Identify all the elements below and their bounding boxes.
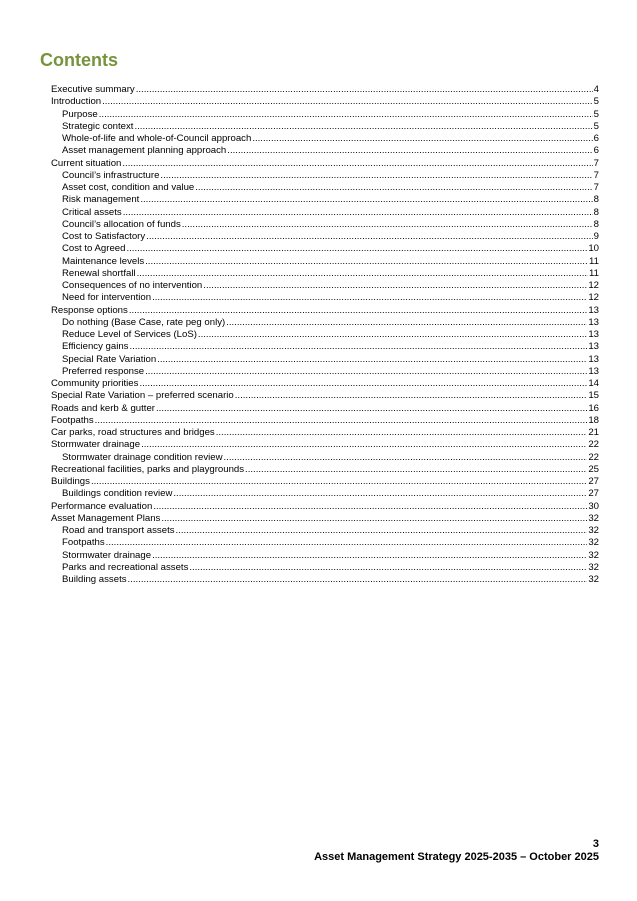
toc-entry[interactable] xyxy=(51,366,599,378)
toc-entry-title: Purpose xyxy=(62,108,98,120)
toc-entry[interactable] xyxy=(51,243,599,255)
toc-entry-title: Council’s allocation of funds xyxy=(62,218,181,230)
toc-entry[interactable] xyxy=(51,550,599,562)
toc-entry-page: 13 xyxy=(588,353,599,365)
toc-entry-title: Building assets xyxy=(62,574,127,585)
toc-entry[interactable] xyxy=(51,268,599,280)
toc-entry-page: 9 xyxy=(593,231,599,242)
toc-entry[interactable] xyxy=(51,525,599,537)
toc-entry-page: 13 xyxy=(588,341,599,353)
toc-dot-leader xyxy=(152,292,587,304)
toc-entry[interactable] xyxy=(51,280,599,292)
toc-dot-leader xyxy=(157,354,587,366)
toc-entry[interactable] xyxy=(51,84,599,96)
toc-dot-leader xyxy=(226,317,587,329)
toc-dot-leader xyxy=(224,452,588,464)
toc-entry[interactable] xyxy=(51,452,599,464)
document-title: Asset Management Strategy 2025-2035 – October 2025 xyxy=(314,851,599,863)
toc-entry-title: Cost to Agreed xyxy=(62,243,126,255)
toc-dot-leader xyxy=(126,243,587,255)
toc-entry-page: 13 xyxy=(588,365,599,377)
toc-dot-leader xyxy=(176,525,588,537)
toc-dot-leader xyxy=(153,501,587,513)
toc-dot-leader xyxy=(145,256,588,268)
toc-dot-leader xyxy=(203,280,587,292)
toc-dot-leader xyxy=(152,550,587,562)
toc-dot-leader xyxy=(227,145,592,157)
toc-dot-leader xyxy=(145,366,587,378)
toc-dot-leader xyxy=(156,403,587,415)
toc-entry[interactable] xyxy=(51,427,599,439)
toc-entry-page: 12 xyxy=(588,292,599,304)
toc-entry[interactable] xyxy=(51,513,599,525)
toc-entry-title: Buildings xyxy=(51,476,90,487)
toc-entry-page: 5 xyxy=(593,108,599,120)
toc-entry-page: 8 xyxy=(593,194,599,206)
toc-dot-leader xyxy=(216,427,588,439)
toc-dot-leader xyxy=(129,341,587,353)
toc-dot-leader xyxy=(99,109,593,121)
toc-entry[interactable] xyxy=(51,182,599,194)
toc-entry-page: 14 xyxy=(588,378,599,389)
toc-entry-title: Current situation xyxy=(51,157,122,169)
toc-entry-page: 7 xyxy=(593,157,599,169)
toc-dot-leader xyxy=(91,476,587,488)
toc-entry-page: 7 xyxy=(593,169,599,181)
toc-entry[interactable] xyxy=(51,121,599,133)
toc-entry-page: 11 xyxy=(589,255,599,267)
toc-dot-leader xyxy=(141,439,587,451)
toc-entry-title: Need for intervention xyxy=(62,292,152,304)
toc-dot-leader xyxy=(128,574,588,586)
toc-entry[interactable] xyxy=(51,96,599,108)
toc-entry-page: 32 xyxy=(588,549,599,561)
toc-dot-leader xyxy=(146,231,592,243)
toc-entry[interactable] xyxy=(51,109,599,121)
toc-entry-title: Car parks, road structures and bridges xyxy=(51,427,215,438)
toc-entry-title: Critical assets xyxy=(62,206,122,218)
toc-entry[interactable] xyxy=(51,207,599,219)
toc-entry-title: Reduce Level of Services (LoS) xyxy=(62,329,197,340)
table-of-contents xyxy=(51,84,599,586)
toc-entry-title: Stormwater drainage xyxy=(51,439,141,451)
toc-entry-title: Community priorities xyxy=(51,378,139,389)
toc-dot-leader xyxy=(140,194,592,206)
toc-entry-title: Parks and recreational assets xyxy=(62,561,189,573)
toc-entry[interactable] xyxy=(51,562,599,574)
toc-entry-page: 8 xyxy=(593,206,599,218)
toc-entry-page: 32 xyxy=(588,574,599,585)
toc-dot-leader xyxy=(173,488,587,500)
toc-dot-leader xyxy=(198,329,587,341)
toc-entry-title: Stormwater drainage xyxy=(62,549,152,561)
toc-entry-page: 32 xyxy=(588,537,599,549)
toc-dot-leader xyxy=(106,537,588,549)
toc-entry-page: 8 xyxy=(593,218,599,230)
toc-entry-title: Whole-of-life and whole-of-Council approach xyxy=(62,133,252,144)
toc-entry-title: Preferred response xyxy=(62,365,145,377)
toc-entry-title: Stormwater drainage condition review xyxy=(62,451,223,463)
toc-entry[interactable] xyxy=(51,476,599,488)
toc-entry-title: Special Rate Variation – preferred scenario xyxy=(51,390,234,402)
page-footer xyxy=(314,838,599,864)
toc-entry-title: Executive summary xyxy=(51,84,135,95)
toc-entry-title: Strategic context xyxy=(62,120,134,132)
toc-dot-leader xyxy=(195,182,592,194)
toc-entry-title: Asset cost, condition and value xyxy=(62,182,195,193)
toc-entry-title: Risk management xyxy=(62,194,140,206)
toc-entry-page: 16 xyxy=(588,402,599,414)
toc-entry-title: Cost to Satisfactory xyxy=(62,231,146,242)
toc-entry[interactable] xyxy=(51,574,599,586)
toc-entry-page: 4 xyxy=(593,84,599,95)
toc-entry-page: 10 xyxy=(588,243,599,255)
toc-entry-page: 5 xyxy=(593,120,599,132)
toc-entry[interactable] xyxy=(51,464,599,476)
toc-entry[interactable] xyxy=(51,439,599,451)
toc-entry-page: 15 xyxy=(588,390,599,402)
toc-entry[interactable] xyxy=(51,256,599,268)
toc-entry[interactable] xyxy=(51,390,599,402)
toc-entry[interactable] xyxy=(51,158,599,170)
toc-entry[interactable] xyxy=(51,378,599,390)
contents-heading: Contents xyxy=(40,50,118,70)
toc-entry[interactable] xyxy=(51,488,599,500)
toc-entry[interactable] xyxy=(51,317,599,329)
toc-entry-title: Roads and kerb & gutter xyxy=(51,402,155,414)
toc-entry-title: Consequences of no intervention xyxy=(62,280,203,291)
toc-entry-page: 22 xyxy=(588,439,599,451)
toc-entry[interactable] xyxy=(51,341,599,353)
toc-entry-page: 7 xyxy=(593,182,599,193)
toc-entry[interactable] xyxy=(51,354,599,366)
toc-entry[interactable] xyxy=(51,170,599,182)
toc-entry-title: Footpaths xyxy=(51,414,94,426)
toc-entry-title: Recreational facilities, parks and playgrounds xyxy=(51,463,245,475)
toc-dot-leader xyxy=(134,121,592,133)
toc-entry-title: Renewal shortfall xyxy=(62,267,136,279)
toc-dot-leader xyxy=(95,415,588,427)
toc-entry-page: 32 xyxy=(588,525,599,536)
toc-entry[interactable] xyxy=(51,415,599,427)
toc-dot-leader xyxy=(129,305,588,317)
toc-entry-title: Do nothing (Base Case, rate peg only) xyxy=(62,316,226,328)
toc-entry-page: 27 xyxy=(588,476,599,487)
toc-entry-title: Council’s infrastructure xyxy=(62,169,160,181)
toc-entry[interactable] xyxy=(51,194,599,206)
toc-entry[interactable] xyxy=(51,501,599,513)
toc-dot-leader xyxy=(245,464,587,476)
toc-entry-title: Asset management planning approach xyxy=(62,145,227,157)
toc-entry-title: Performance evaluation xyxy=(51,500,153,512)
toc-dot-leader xyxy=(122,158,592,170)
toc-entry[interactable] xyxy=(51,219,599,231)
toc-dot-leader xyxy=(235,390,588,402)
toc-entry[interactable] xyxy=(51,537,599,549)
toc-dot-leader xyxy=(102,96,593,108)
toc-entry-title: Response options xyxy=(51,304,128,316)
toc-entry-page: 6 xyxy=(593,145,599,157)
toc-entry-page: 25 xyxy=(588,463,599,475)
toc-entry-page: 5 xyxy=(593,96,599,108)
toc-entry-title: Introduction xyxy=(51,96,102,108)
toc-entry-title: Footpaths xyxy=(62,537,105,549)
toc-dot-leader xyxy=(182,219,593,231)
toc-entry[interactable] xyxy=(51,403,599,415)
toc-entry[interactable] xyxy=(51,133,599,145)
toc-dot-leader xyxy=(189,562,587,574)
toc-entry-title: Asset Management Plans xyxy=(51,512,161,524)
toc-entry[interactable] xyxy=(51,231,599,243)
toc-entry[interactable] xyxy=(51,292,599,304)
toc-entry-page: 13 xyxy=(588,329,599,340)
toc-dot-leader xyxy=(123,207,593,219)
toc-entry[interactable] xyxy=(51,145,599,157)
toc-dot-leader xyxy=(252,133,592,145)
toc-entry-page: 21 xyxy=(588,427,599,438)
toc-entry[interactable] xyxy=(51,305,599,317)
toc-entry-page: 32 xyxy=(588,512,599,524)
toc-dot-leader xyxy=(136,84,593,96)
page-number: 3 xyxy=(592,838,599,850)
toc-entry-page: 6 xyxy=(593,133,599,144)
toc-dot-leader xyxy=(161,513,587,525)
toc-entry-page: 13 xyxy=(588,304,599,316)
toc-dot-leader xyxy=(137,268,588,280)
toc-entry-page: 13 xyxy=(588,316,599,328)
toc-entry-title: Maintenance levels xyxy=(62,255,145,267)
toc-entry-page: 12 xyxy=(588,280,599,291)
toc-entry[interactable] xyxy=(51,329,599,341)
toc-entry-title: Road and transport assets xyxy=(62,525,175,536)
toc-dot-leader xyxy=(139,378,587,390)
toc-dot-leader xyxy=(160,170,592,182)
toc-entry-page: 30 xyxy=(588,500,599,512)
toc-entry-page: 32 xyxy=(588,561,599,573)
toc-entry-title: Special Rate Variation xyxy=(62,353,157,365)
toc-entry-page: 18 xyxy=(588,414,599,426)
toc-entry-page: 22 xyxy=(588,451,599,463)
toc-entry-title: Efficiency gains xyxy=(62,341,129,353)
toc-entry-page: 27 xyxy=(588,488,599,500)
toc-entry-page: 11 xyxy=(589,267,599,279)
toc-entry-title: Buildings condition review xyxy=(62,488,173,500)
